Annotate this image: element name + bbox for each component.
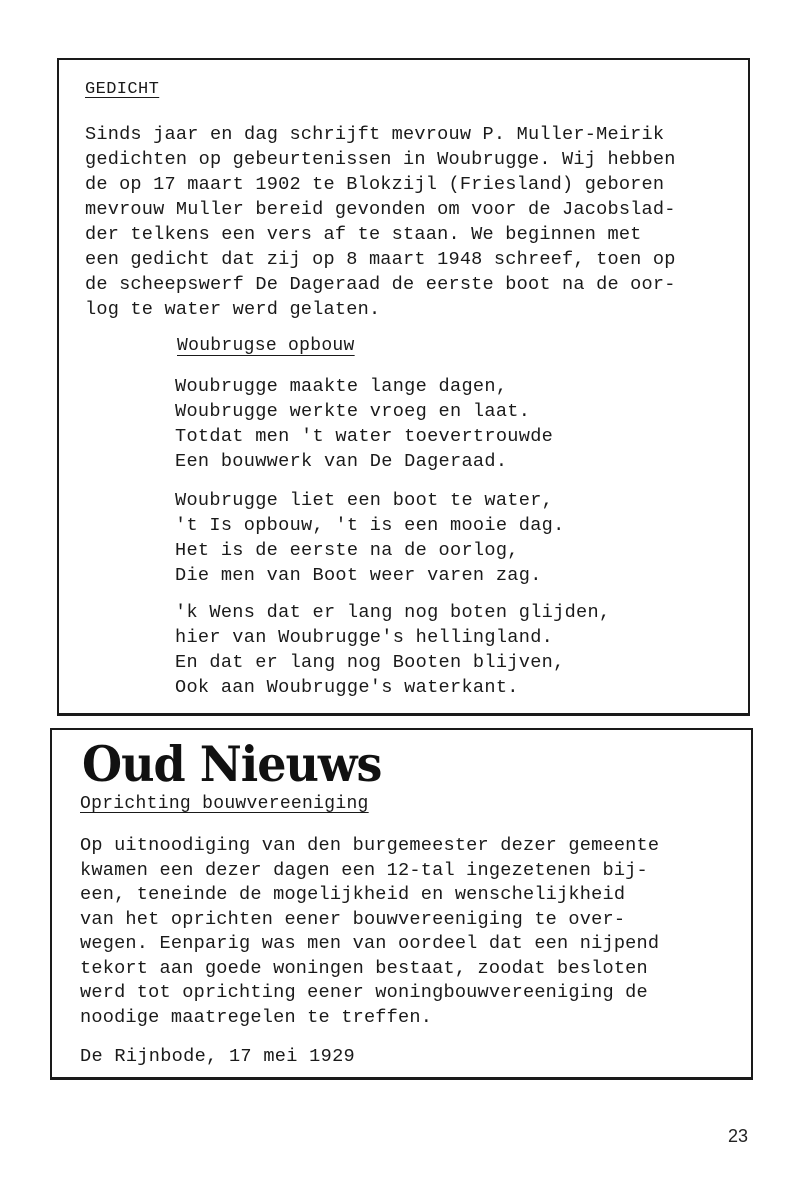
intro-line: de scheepswerf De Dageraad de eerste boot na de oor- <box>85 274 676 295</box>
poem-line: Woubrugge liet een boot te water, <box>175 490 554 511</box>
poem-line: Woubrugge werkte vroeg en laat. <box>175 401 531 422</box>
article-line: Op uitnoodiging van den burgemeester dezer gemeente <box>80 835 660 856</box>
poem-line: hier van Woubrugge's hellingland. <box>175 627 554 648</box>
oud-nieuws-box <box>50 728 753 1080</box>
intro-line: een gedicht dat zij op 8 maart 1948 schreef, toen op <box>85 249 676 270</box>
intro-line: gedichten op gebeurtenissen in Woubrugge. Wij hebben <box>85 149 676 170</box>
oud-nieuws-logo: Oud Nieuws <box>82 736 382 793</box>
poem-stanza-2 <box>175 488 565 588</box>
poem-line: En dat er lang nog Booten blijven, <box>175 652 565 673</box>
gedicht-heading: GEDICHT <box>85 80 160 99</box>
page-number: 23 <box>728 1126 749 1146</box>
article-line: werd tot oprichting eener woningbouwvereeniging de <box>80 982 648 1003</box>
intro-line: log te water werd gelaten. <box>85 299 381 320</box>
poem-line: Een bouwwerk van De Dageraad. <box>175 451 508 472</box>
intro-line: mevrouw Muller bereid gevonden om voor de Jacobslad- <box>85 199 676 220</box>
article-line: van het oprichten eener bouwvereeniging te over- <box>80 908 626 930</box>
article-line: wegen. Eenparig was men van oordeel dat een nijpend <box>80 933 660 954</box>
article-line: tekort aan goede woningen bestaat, zoodat besloten <box>80 957 648 979</box>
intro-line: de op 17 maart 1902 te Blokzijl (Friesland) geboren <box>85 174 665 195</box>
gedicht-box <box>57 58 750 716</box>
poem-line: Ook aan Woubrugge's waterkant. <box>175 677 519 698</box>
poem-line: 'k Wens dat er lang nog boten glijden, <box>175 602 611 623</box>
article-line: kwamen een dezer dagen een 12-tal ingezetenen bij- <box>80 859 648 881</box>
article-body <box>80 834 748 1030</box>
poem-line: Totdat men 't water toevertrouwde <box>175 426 554 447</box>
poem-line: Die men van Boot weer varen zag. <box>175 565 542 586</box>
poem-line: Het is de eerste na de oorlog, <box>175 540 519 561</box>
intro-line: Sinds jaar en dag schrijft mevrouw P. Muller-Meirik <box>85 124 665 145</box>
article-heading: Oprichting bouwvereeniging <box>80 794 369 814</box>
gedicht-intro <box>85 122 745 322</box>
poem-line: 't Is opbouw, 't is een mooie dag. <box>175 515 565 536</box>
article-source: De Rijnbode, 17 mei 1929 <box>80 1046 355 1067</box>
poem-stanza-1 <box>175 374 553 474</box>
article-line: noodige maatregelen te treffen. <box>80 1006 433 1028</box>
intro-line: der telkens een vers af te staan. We beginnen met <box>85 224 642 245</box>
poem-stanza-3 <box>175 600 610 700</box>
poem-title: Woubrugse opbouw <box>177 336 355 356</box>
article-line: een, teneinde de mogelijkheid en wenschelijkheid <box>80 884 626 905</box>
poem-line: Woubrugge maakte lange dagen, <box>175 376 508 397</box>
